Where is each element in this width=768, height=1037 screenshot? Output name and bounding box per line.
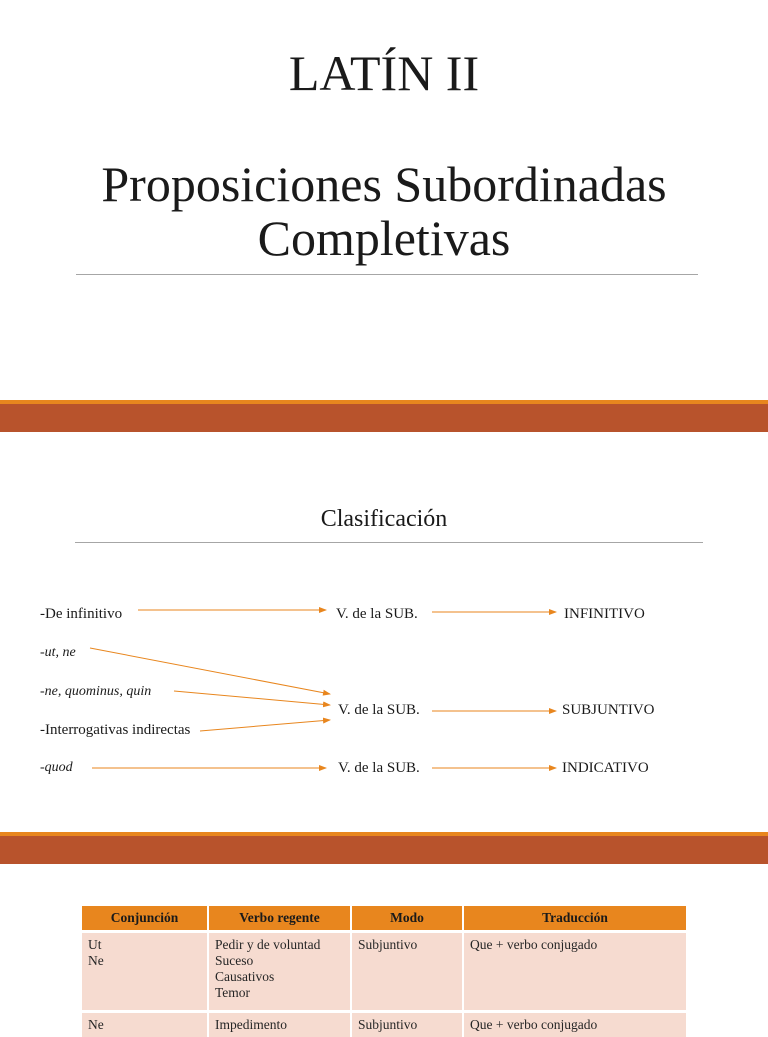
cell-text: Ut xyxy=(88,937,201,953)
header-verbo-regente: Verbo regente xyxy=(208,906,351,932)
label-vsub-1: V. de la SUB. xyxy=(336,606,418,623)
table-header-row xyxy=(82,906,686,932)
subtitle-line-1: Proposiciones Subordinadas xyxy=(0,157,768,211)
label-quod: -quod xyxy=(40,760,73,776)
table-row xyxy=(82,932,686,1012)
title-slide xyxy=(0,0,768,400)
label-interrogativas-indirectas: -Interrogativas indirectas xyxy=(40,722,190,739)
cell-verbo-regente xyxy=(208,932,351,1012)
cell-text: Impedimento xyxy=(215,1017,344,1033)
classification-title: Clasificación xyxy=(0,506,768,533)
cell-text: Causativos xyxy=(215,969,344,985)
classification-slide xyxy=(0,432,768,832)
title-divider xyxy=(76,274,698,275)
label-ne-quominus-quin: -ne, quominus, quin xyxy=(40,684,151,700)
label-de-infinitivo: -De infinitivo xyxy=(40,606,122,623)
header-traduccion: Traducción xyxy=(463,906,686,932)
cell-verbo-regente xyxy=(208,1012,351,1037)
subtitle-line-2: Completivas xyxy=(0,211,768,265)
arrow-interrog-to-vsub xyxy=(200,720,330,731)
slide-subtitle xyxy=(0,157,768,265)
slide-separator-band xyxy=(0,400,768,432)
label-infinitivo: INFINITIVO xyxy=(564,606,645,623)
label-indicativo: INDICATIVO xyxy=(562,760,649,777)
conjunction-table xyxy=(82,906,686,1037)
label-ut-ne: -ut, ne xyxy=(40,645,76,661)
cell-conjuncion xyxy=(82,1012,208,1037)
cell-text: Suceso xyxy=(215,953,344,969)
table-row xyxy=(82,1012,686,1037)
cell-modo: Subjuntivo xyxy=(351,932,463,1012)
cell-text: Temor xyxy=(215,985,344,1001)
cell-modo: Subjuntivo xyxy=(351,1012,463,1037)
header-conjuncion: Conjunción xyxy=(82,906,208,932)
arrow-nequominus-to-vsub xyxy=(174,691,330,705)
cell-traduccion: Que + verbo conjugado xyxy=(463,1012,686,1037)
label-vsub-3: V. de la SUB. xyxy=(338,760,420,777)
table-slide xyxy=(0,864,768,1024)
slide-title: LATÍN II xyxy=(0,44,768,102)
cell-traduccion: Que + verbo conjugado xyxy=(463,932,686,1012)
label-vsub-2: V. de la SUB. xyxy=(338,702,420,719)
header-modo: Modo xyxy=(351,906,463,932)
cell-conjuncion xyxy=(82,932,208,1012)
cell-text: Pedir y de voluntad xyxy=(215,937,344,953)
slide-separator-band xyxy=(0,832,768,864)
cell-text: Ne xyxy=(88,1017,201,1033)
cell-text: Ne xyxy=(88,953,201,969)
label-subjuntivo: SUBJUNTIVO xyxy=(562,702,655,719)
